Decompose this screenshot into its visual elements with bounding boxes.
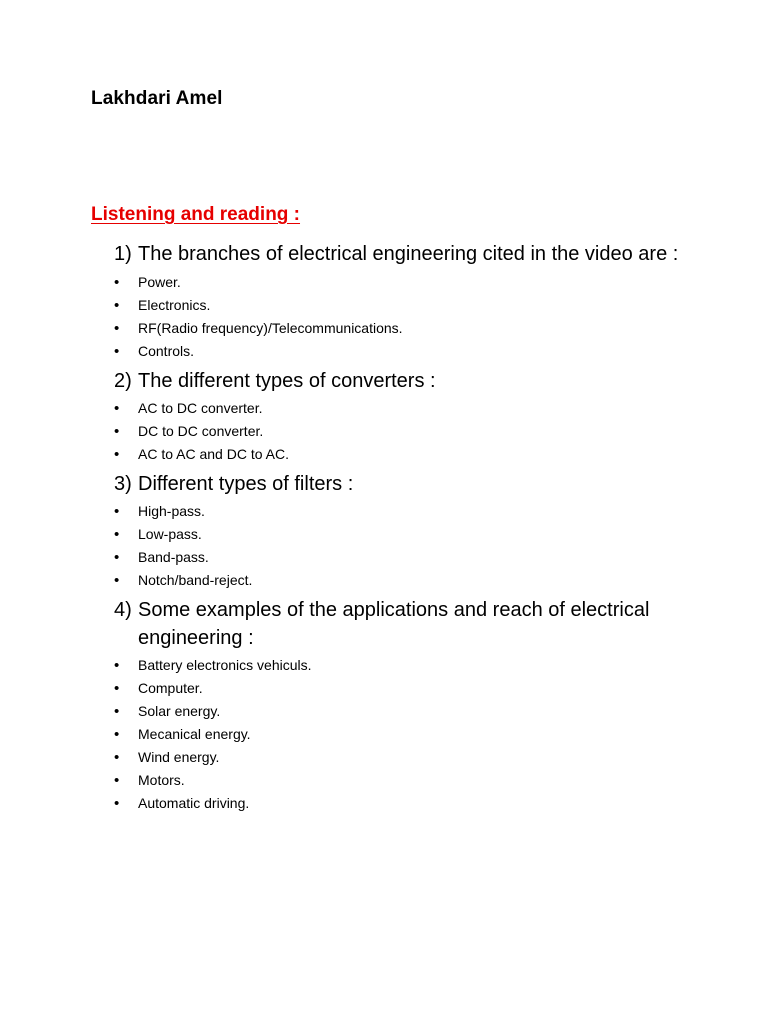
bullet-icon: • xyxy=(114,749,120,766)
list-item xyxy=(114,523,734,546)
list-item-text: Mecanical energy. xyxy=(138,726,251,742)
list-item-text: AC to AC and DC to AC. xyxy=(138,446,289,462)
bullet-icon: • xyxy=(114,400,120,417)
list-item-text: Band-pass. xyxy=(138,549,209,565)
bullet-icon: • xyxy=(114,526,120,543)
bullet-icon: • xyxy=(114,423,120,440)
bullet-icon: • xyxy=(114,320,120,337)
question-block xyxy=(114,367,734,466)
list-item-text: RF(Radio frequency)/Telecommunications. xyxy=(138,320,403,336)
list-item xyxy=(114,294,734,317)
document-body xyxy=(114,240,734,815)
bullet-icon: • xyxy=(114,726,120,743)
bullet-icon: • xyxy=(114,703,120,720)
list-item-text: Battery electronics vehiculs. xyxy=(138,657,312,673)
question-heading xyxy=(114,470,734,498)
list-item xyxy=(114,271,734,294)
bullet-icon: • xyxy=(114,657,120,674)
question-number: 2) xyxy=(114,370,132,392)
bullet-icon: • xyxy=(114,274,120,291)
bullet-list xyxy=(114,397,734,466)
list-item xyxy=(114,700,734,723)
list-item xyxy=(114,654,734,677)
bullet-icon: • xyxy=(114,680,120,697)
question-heading xyxy=(114,240,734,268)
question-number: 3) xyxy=(114,473,132,495)
list-item-text: Controls. xyxy=(138,343,195,359)
list-item-text: Electronics. xyxy=(138,297,211,313)
bullet-icon: • xyxy=(114,772,120,789)
list-item-text: High-pass. xyxy=(138,503,205,519)
bullet-icon: • xyxy=(114,343,120,360)
list-item-text: Power. xyxy=(138,274,181,290)
question-number: 4) xyxy=(114,599,132,621)
question-text: Different types of filters : xyxy=(138,473,354,495)
list-item-text: Notch/band-reject. xyxy=(138,572,253,588)
bullet-icon: • xyxy=(114,503,120,520)
bullet-list xyxy=(114,500,734,592)
section-title: Listening and reading : xyxy=(91,204,301,225)
list-item xyxy=(114,746,734,769)
list-item-text: Low-pass. xyxy=(138,526,202,542)
question-text: Some examples of the applications and reach of electrical engineering : xyxy=(138,599,650,649)
list-item xyxy=(114,723,734,746)
list-item xyxy=(114,317,734,340)
list-item xyxy=(114,340,734,363)
list-item-text: Motors. xyxy=(138,772,185,788)
question-block xyxy=(114,470,734,592)
bullet-icon: • xyxy=(114,572,120,589)
list-item xyxy=(114,420,734,443)
question-block xyxy=(114,596,734,815)
bullet-icon: • xyxy=(114,549,120,566)
bullet-list xyxy=(114,271,734,363)
list-item-text: DC to DC converter. xyxy=(138,423,264,439)
bullet-icon: • xyxy=(114,795,120,812)
list-item xyxy=(114,769,734,792)
author-name: Lakhdari Amel xyxy=(91,88,223,109)
list-item xyxy=(114,569,734,592)
question-block xyxy=(114,240,734,363)
list-item-text: AC to DC converter. xyxy=(138,400,263,416)
list-item-text: Solar energy. xyxy=(138,703,221,719)
list-item xyxy=(114,397,734,420)
list-item-text: Computer. xyxy=(138,680,203,696)
list-item-text: Wind energy. xyxy=(138,749,220,765)
bullet-list xyxy=(114,654,734,815)
question-text: The different types of converters : xyxy=(138,370,436,392)
bullet-icon: • xyxy=(114,297,120,314)
question-text: The branches of electrical engineering cited in the video are : xyxy=(138,243,679,265)
list-item-text: Automatic driving. xyxy=(138,795,250,811)
question-heading xyxy=(114,367,734,395)
list-item xyxy=(114,677,734,700)
list-item xyxy=(114,792,734,815)
bullet-icon: • xyxy=(114,446,120,463)
list-item xyxy=(114,443,734,466)
list-item xyxy=(114,546,734,569)
list-item xyxy=(114,500,734,523)
question-heading xyxy=(114,596,734,652)
question-number: 1) xyxy=(114,243,132,265)
